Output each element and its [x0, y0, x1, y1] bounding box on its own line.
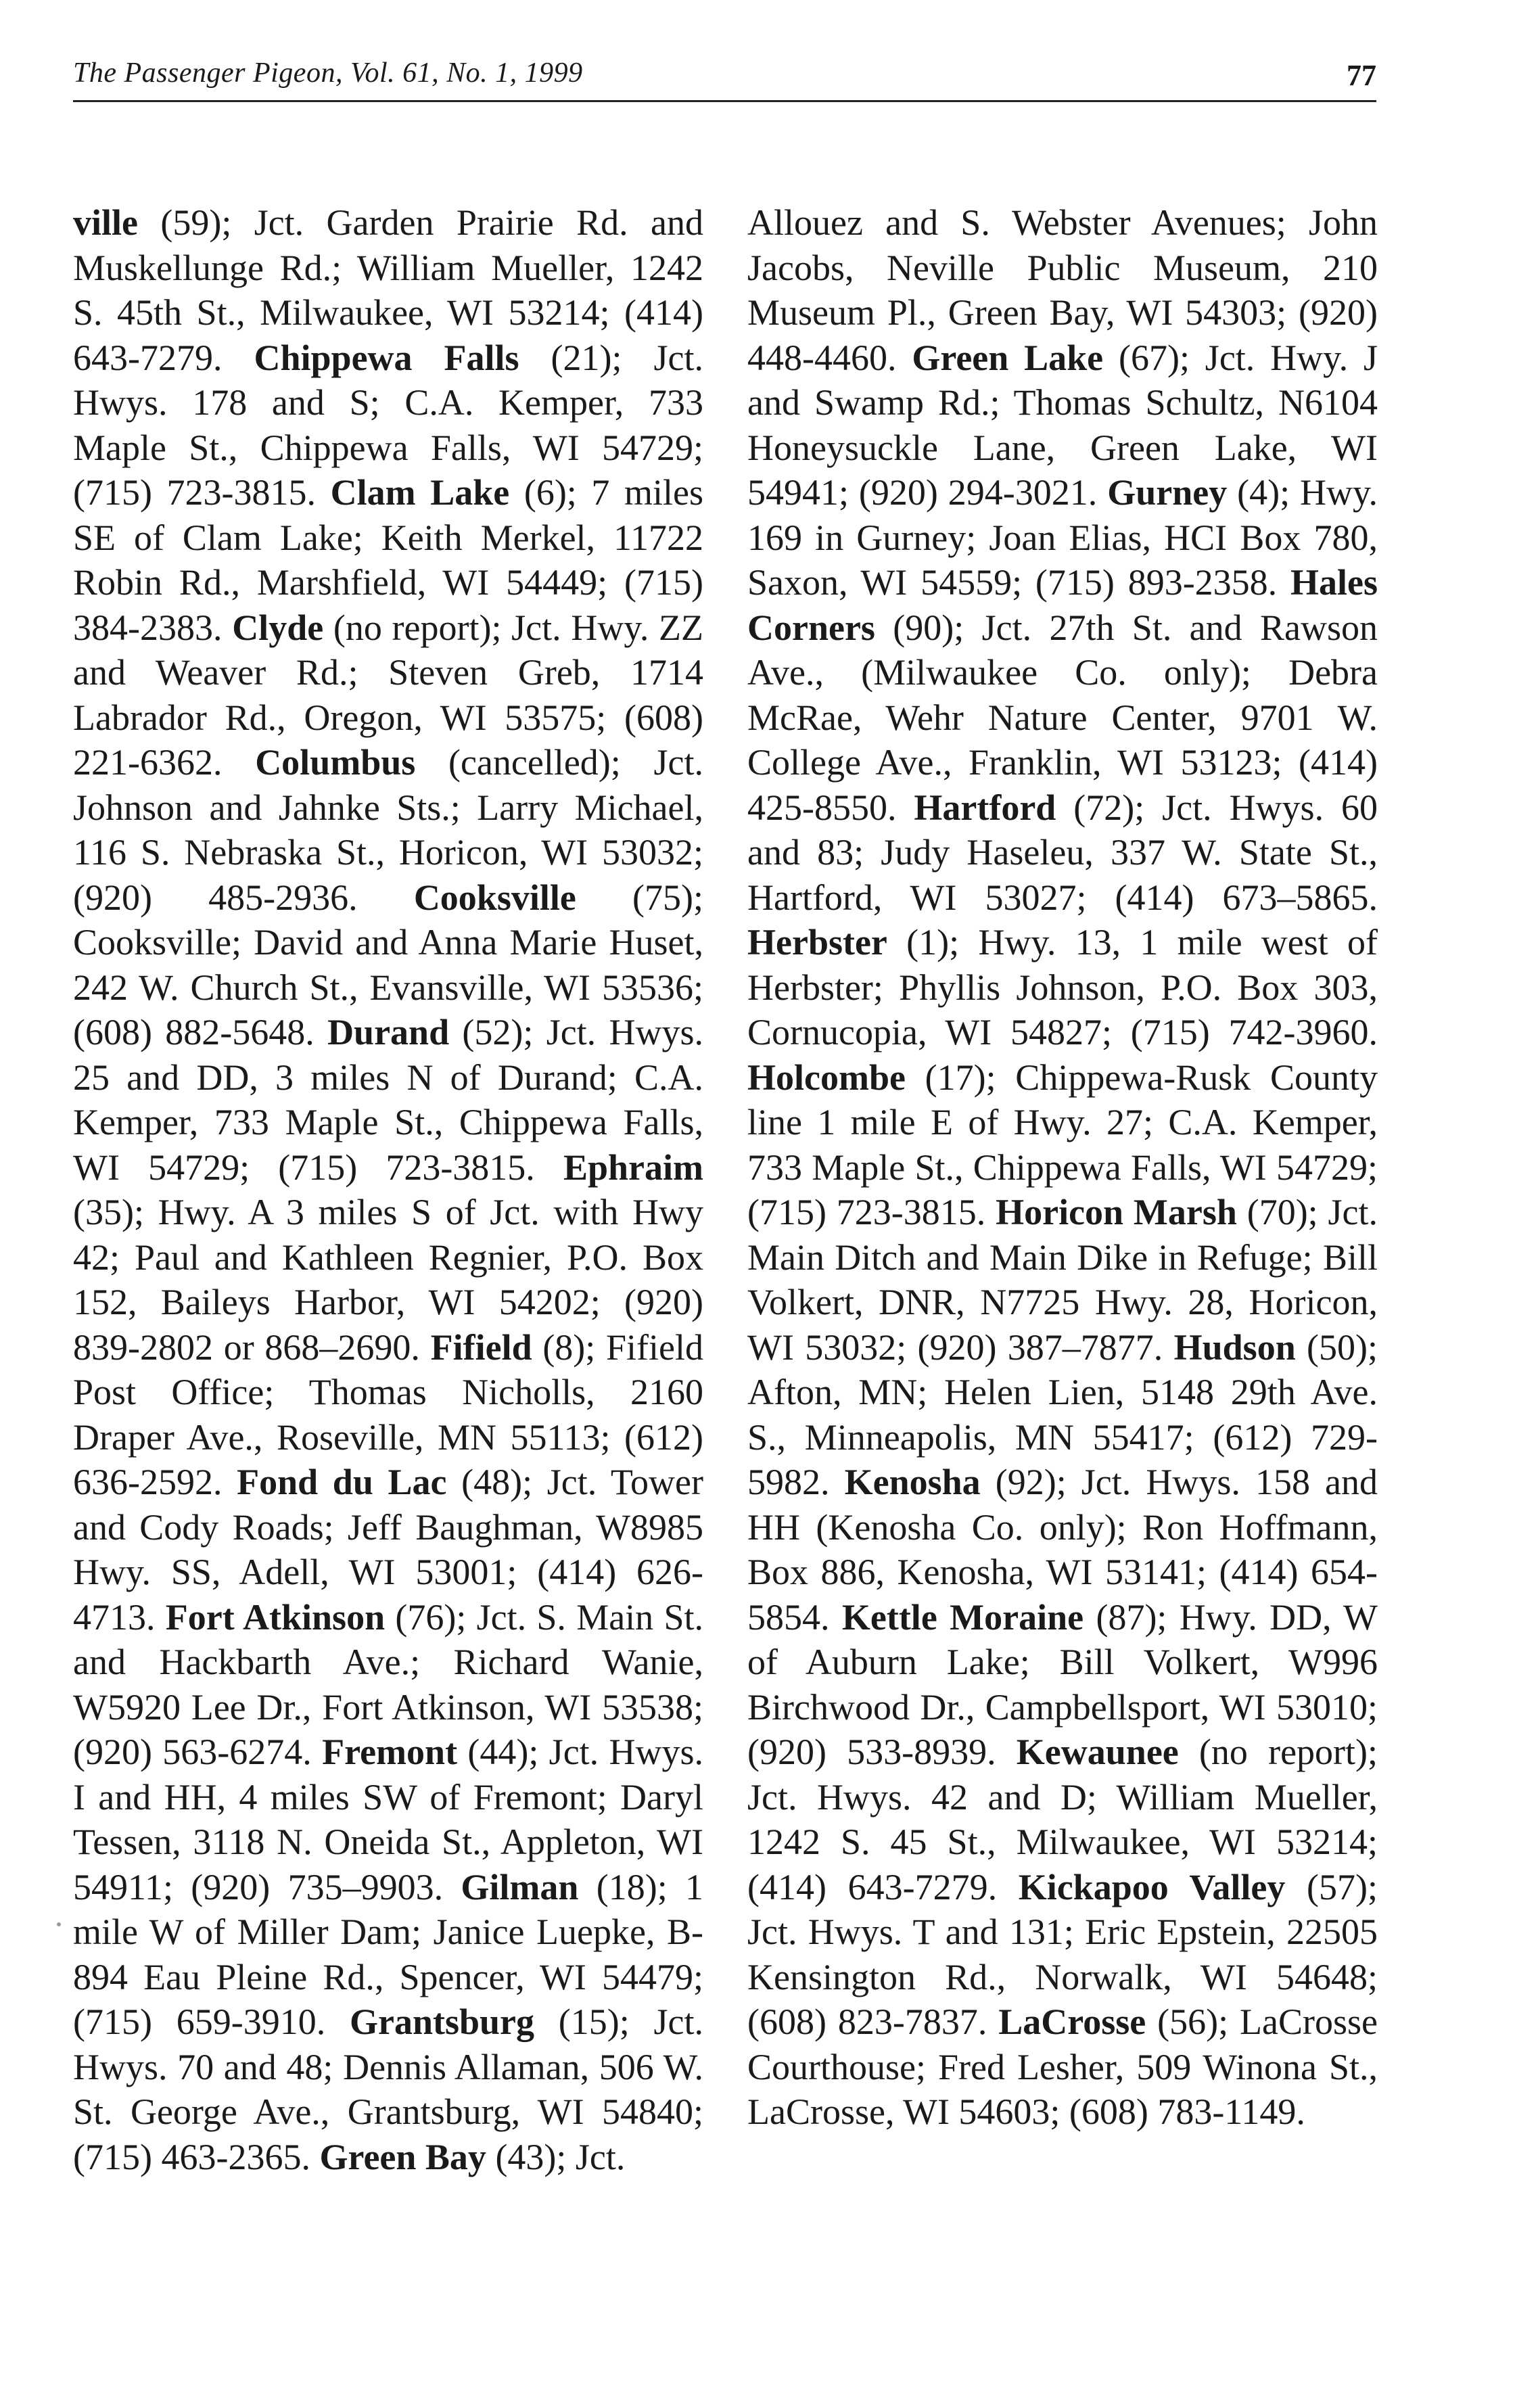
count-site-name: Hudson: [1173, 1326, 1296, 1368]
count-details: (70); Jct. Main Ditch and Main Dike in Refuge; Bill Volkert, DNR, N7725 Hwy. 28, Horicon, WI 53032; (920) 387–7877.: [747, 1192, 1378, 1368]
count-details: (44); Jct. Hwys. I and HH, 4 miles SW of Fremont; Daryl Tessen, 3118 N. Oneida St., Appleton, WI 54911; (920) 735–9903.: [73, 1732, 703, 1907]
count-details: (21); Jct. Hwys. 178 and S; C.A. Kemper, 733 Maple St., Chippewa Falls, WI 54729; (715) 723-3815.: [73, 337, 704, 513]
count-entry: [319, 2137, 625, 2177]
count-site-name: Ephraim: [563, 1147, 703, 1188]
count-details: (75); Cooksville; David and Anna Marie Huset, 242 W. Church St., Evansville, WI 53536; (608) 882-5648.: [73, 877, 703, 1052]
count-details: (no report); Jct. Hwy. ZZ and Weaver Rd.; Steven Greb, 1714 Labrador Rd., Oregon, WI 53575; (608) 221-6362.: [73, 607, 703, 783]
count-details: (1); Hwy. 13, 1 mile west of Herbster; Phyllis Johnson, P.O. Box 303, Cornucopia, WI 54827; (715) 742-3960.: [747, 922, 1378, 1052]
count-site-name: Fond du Lac: [237, 1462, 447, 1502]
count-details: (67); Jct. Hwy. J and Swamp Rd.; Thomas Schultz, N6104 Honeysuckle Lane, Green Lake, WI 54941; (920) 294-3021.: [747, 337, 1378, 513]
count-details: (18); 1 mile W of Miller Dam; Janice Luepke, B-894 Eau Pleine Rd., Spencer, WI 54479; (715) 659-3910.: [73, 1866, 704, 2042]
count-site-name: Kenosha: [844, 1462, 981, 1502]
count-details: (15); Jct. Hwys. 70 and 48; Dennis Allaman, 506 W. St. George Ave., Grantsburg, WI 54840; (715) 463-2365.: [73, 2001, 704, 2177]
stray-ink-mark: [57, 1922, 61, 1926]
count-site-name: Herbster: [747, 922, 887, 963]
count-details: (90); Jct. 27th St. and Rawson Ave., (Milwaukee Co. only); Debra McRae, Wehr Nature Center, 9701 W. College Ave., Franklin, WI 53123; (414) 425-8550.: [747, 607, 1378, 828]
count-site-name: Cooksville: [413, 877, 576, 918]
count-site-name: ville: [73, 202, 138, 243]
count-site-name: Fort Atkinson: [165, 1596, 386, 1638]
count-details: (cancelled); Jct. Johnson and Jahnke Sts.; Larry Michael, 116 S. Nebraska St., Horicon, WI 53032; (920) 485-2936.: [73, 742, 703, 918]
count-site-name: Gurney: [1107, 472, 1228, 513]
count-details: (59); Jct. Garden Prairie Rd. and Muskellunge Rd.; William Mueller, 1242 S. 45th St., Milwaukee, WI 53214; (414) 643-7279.: [73, 202, 703, 378]
count-site-name: Hartford: [914, 787, 1056, 828]
count-site-name: Green Bay: [319, 2136, 486, 2177]
count-entry: [747, 922, 1378, 1052]
count-details: (8); Fifield Post Office; Thomas Nicholls, 2160 Draper Ave., Roseville, MN 55113; (612) 636-2592.: [73, 1326, 703, 1502]
count-site-name: Columbus: [255, 742, 416, 783]
count-details: Allouez and S. Webster Avenues; John Jacobs, Neville Public Museum, 210 Museum Pl., Green Bay, WI 54303; (920) 448-4460.: [747, 202, 1378, 378]
count-details: (48); Jct. Tower and Cody Roads; Jeff Baughman, W8985 Hwy. SS, Adell, WI 53001; (414) 626-4713.: [73, 1462, 704, 1638]
count-details: (92); Jct. Hwys. 158 and HH (Kenosha Co. only); Ron Hoffmann, Box 886, Kenosha, WI 53141; (414) 654-5854.: [747, 1462, 1378, 1638]
count-details: (43); Jct.: [486, 2136, 626, 2177]
count-site-name: Hales Corners: [747, 562, 1378, 648]
count-site-name: Durand: [327, 1012, 450, 1052]
count-details: (50); Afton, MN; Helen Lien, 5148 29th Ave. S., Minneapolis, MN 55417; (612) 729-5982.: [747, 1326, 1378, 1502]
count-details: (57); Jct. Hwys. T and 131; Eric Epstein, 22505 Kensington Rd., Norwalk, WI 54648; (608) 823-7837.: [747, 1866, 1378, 2042]
count-details: (4); Hwy. 169 in Gurney; Joan Elias, HCI Box 780, Saxon, WI 54559; (715) 893-2358.: [747, 472, 1378, 603]
count-site-name: Clyde: [232, 607, 324, 648]
count-details: (72); Jct. Hwys. 60 and 83; Judy Haseleu, 337 W. State St., Hartford, WI 53027; (414) 673–5865.: [747, 787, 1378, 918]
text-column-right: [747, 200, 1378, 2135]
count-site-name: Chippewa Falls: [254, 337, 519, 378]
count-site-name: Holcombe: [747, 1057, 906, 1098]
count-details: (52); Jct. Hwys. 25 and DD, 3 miles N of Durand; C.A. Kemper, 733 Maple St., Chippewa Falls, WI 54729; (715) 723-3815.: [73, 1012, 703, 1188]
count-site-name: Clam Lake: [330, 472, 510, 513]
count-details: (17); Chippewa-Rusk County line 1 mile E of Hwy. 27; C.A. Kemper, 733 Maple St., Chippewa Falls, WI 54729; (715) 723-3815.: [747, 1057, 1378, 1232]
count-site-name: Grantsburg: [349, 2001, 535, 2042]
count-site-name: Kewaunee: [1016, 1732, 1179, 1772]
count-details: (no report); Jct. Hwys. 42 and D; William Mueller, 1242 S. 45 St., Milwaukee, WI 53214; (414) 643-7279.: [747, 1732, 1378, 1907]
count-details: (87); Hwy. DD, W of Auburn Lake; Bill Volkert, W996 Birchwood Dr., Campbellsport, WI 53010; (920) 533-8939.: [747, 1596, 1378, 1772]
count-site-name: Green Lake: [912, 337, 1104, 378]
count-site-name: Fremont: [322, 1732, 458, 1772]
count-site-name: Kettle Moraine: [841, 1596, 1084, 1638]
count-site-name: Horicon Marsh: [996, 1192, 1237, 1232]
count-site-name: Kickapoo Valley: [1018, 1866, 1286, 1907]
count-details: (6); 7 miles SE of Clam Lake; Keith Merkel, 11722 Robin Rd., Marshfield, WI 54449; (715) 384-2383.: [73, 472, 703, 648]
count-site-name: LaCrosse: [998, 2001, 1146, 2042]
running-head: [73, 53, 1376, 102]
count-site-name: Gilman: [461, 1866, 579, 1907]
text-column-left: [73, 200, 703, 2179]
count-site-name: Fifield: [430, 1326, 532, 1368]
count-details: (56); LaCrosse Courthouse; Fred Lesher, 509 Winona St., LaCrosse, WI 54603; (608) 783-1149.: [747, 2001, 1378, 2132]
page-number: 77: [1347, 59, 1376, 92]
count-details: (76); Jct. S. Main St. and Hackbarth Ave.; Richard Wanie, W5920 Lee Dr., Fort Atkinson, WI 53538; (920) 563-6274.: [73, 1596, 703, 1772]
count-details: (35); Hwy. A 3 miles S of Jct. with Hwy 42; Paul and Kathleen Regnier, P.O. Box 152, Baileys Harbor, WI 54202; (920) 839-2802 or 868–2690.: [73, 1192, 703, 1368]
journal-title: The Passenger Pigeon, Vol. 61, No. 1, 1999: [73, 57, 583, 89]
